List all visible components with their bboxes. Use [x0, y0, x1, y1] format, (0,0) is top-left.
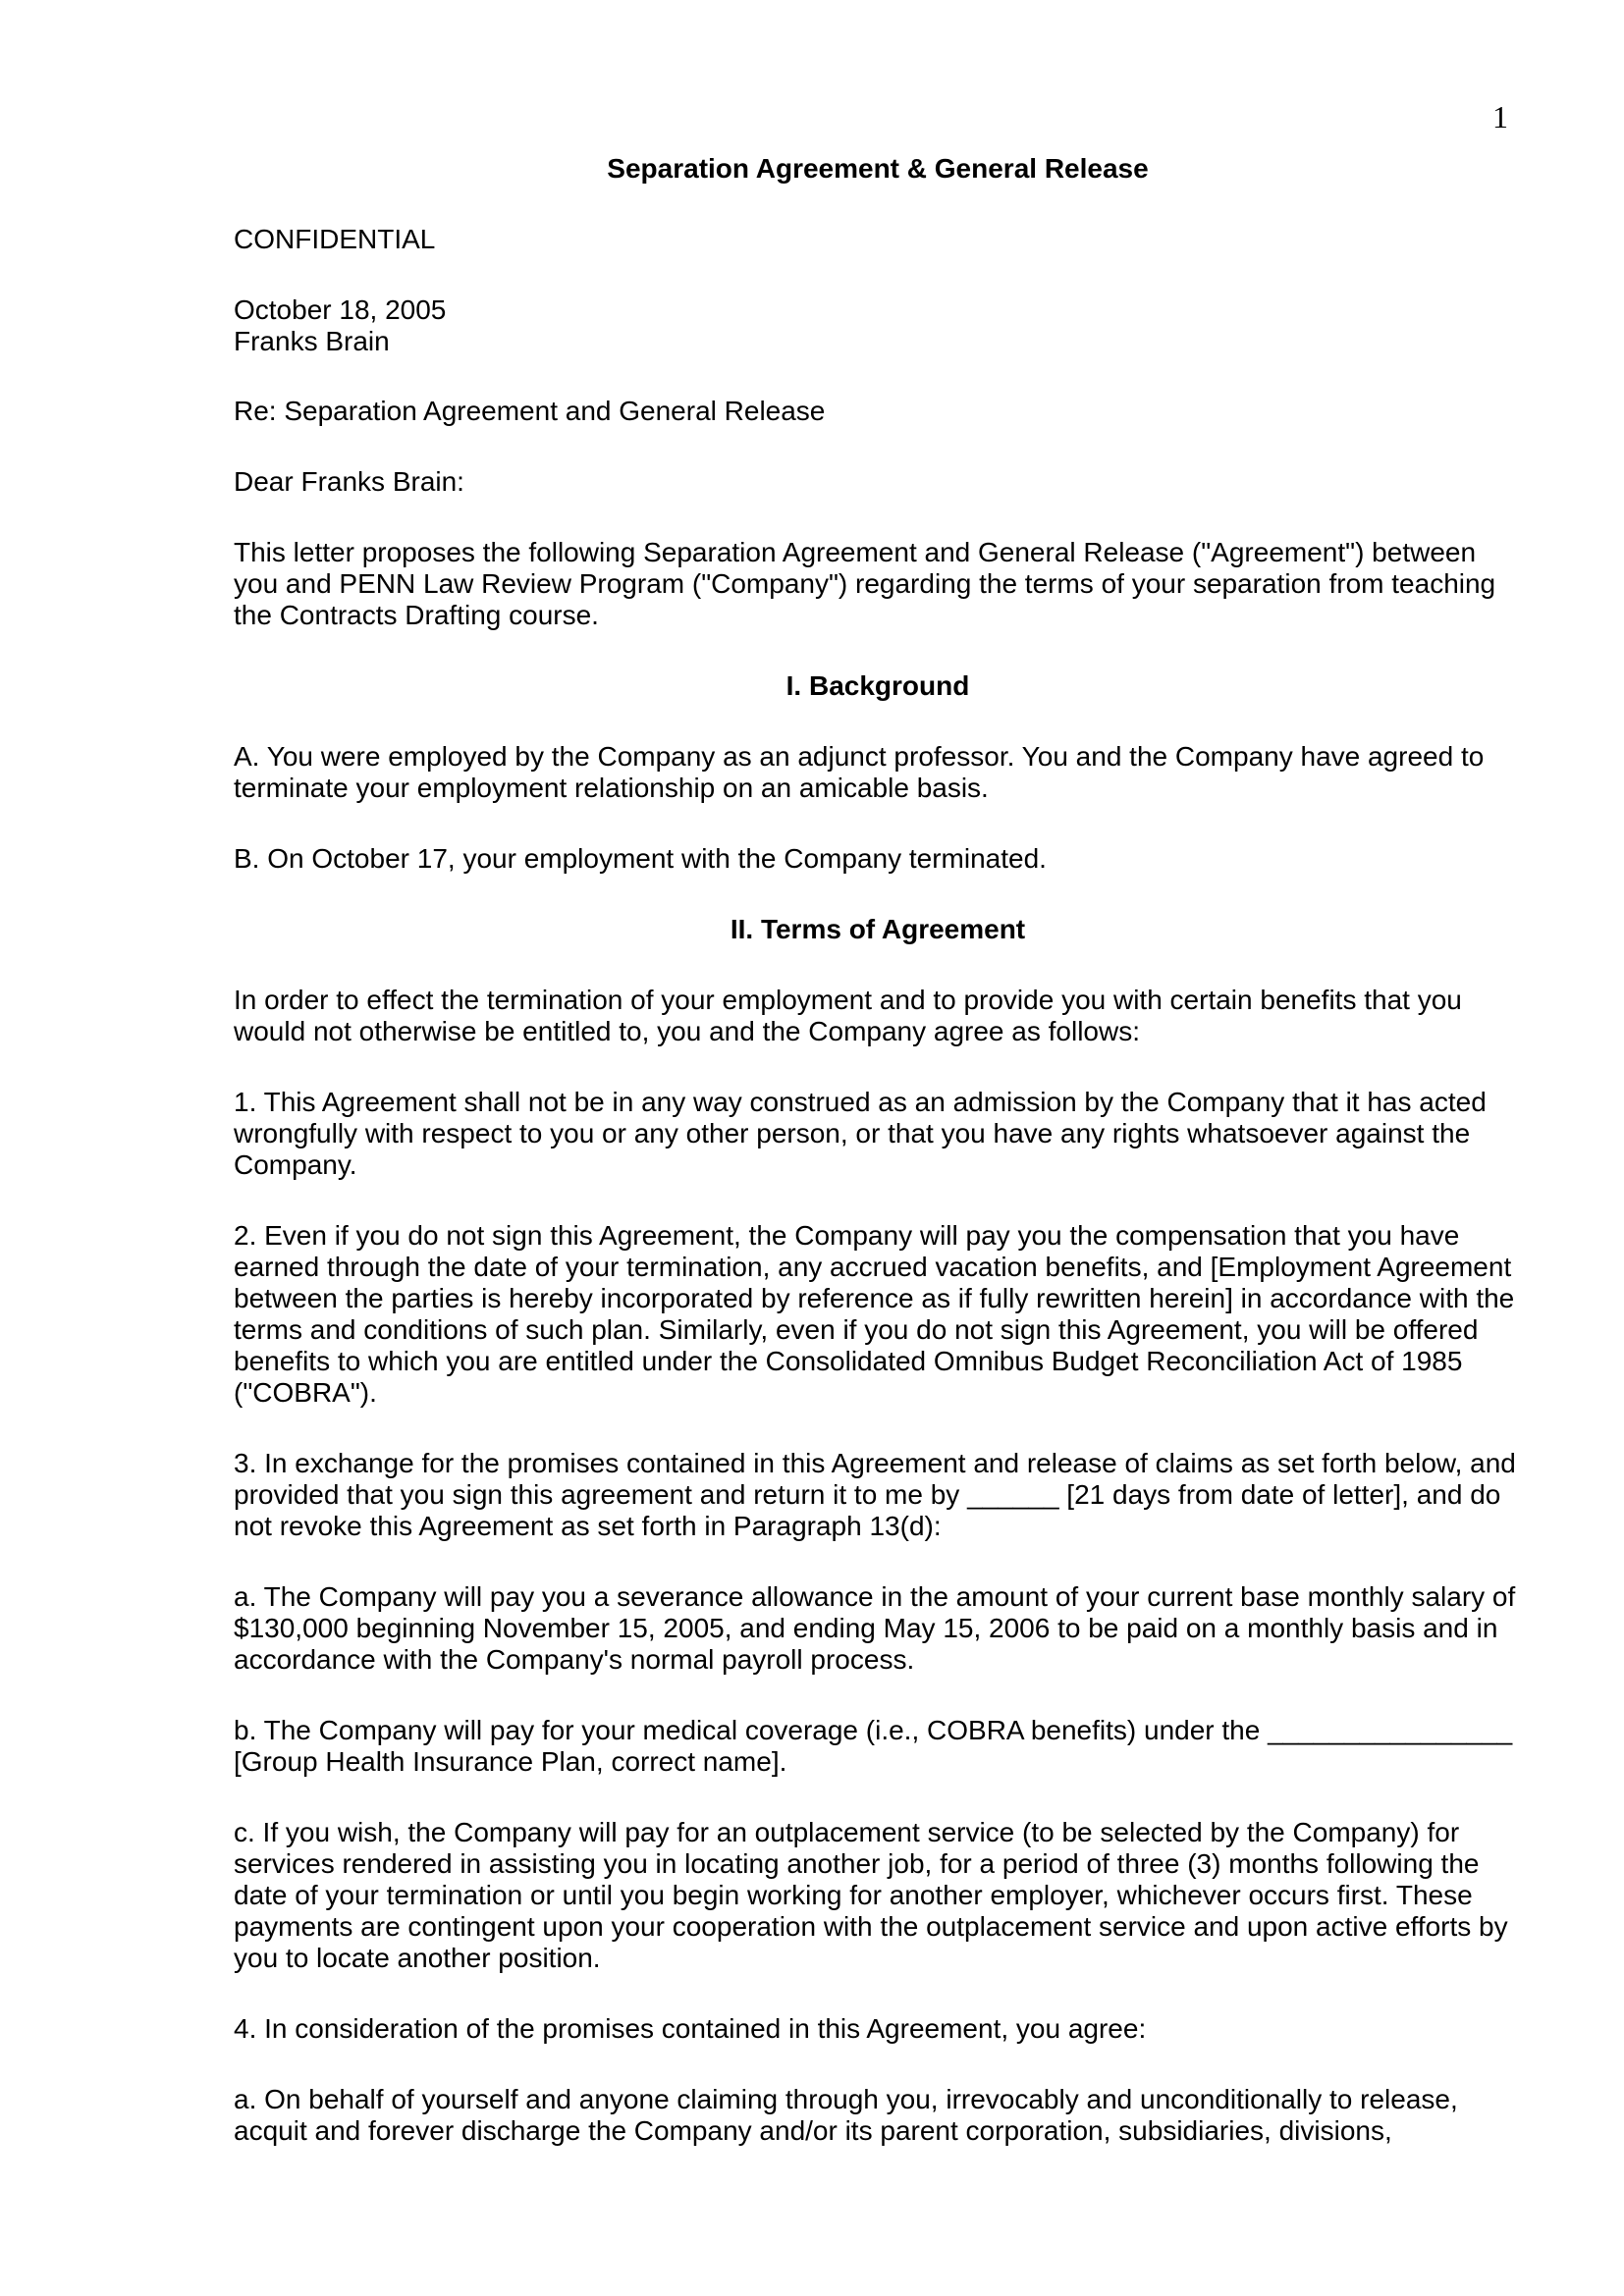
terms-intro-paragraph [234, 985, 1522, 1047]
text-line: you to locate another position. [234, 1943, 601, 1974]
text-line: 1. This Agreement shall not be in any way construed as an admission by the Company that it has acted [234, 1087, 1487, 1117]
text-line: 2. Even if you do not sign this Agreement, the Company will pay you the compensation that you have [234, 1220, 1460, 1251]
text-line: B. On October 17, your employment with the Company terminated. [234, 843, 1047, 874]
paragraph-4a [234, 2084, 1522, 2147]
text-line: terminate your employment relationship on an amicable basis. [234, 773, 989, 804]
text-line: earned through the date of your termination, any accrued vacation benefits, and [Employment Agreement [234, 1252, 1512, 1283]
confidential-label: CONFIDENTIAL [234, 224, 436, 254]
text-line: a. On behalf of yourself and anyone claiming through you, irrevocably and unconditionally to release, [234, 2084, 1458, 2114]
text-line: accordance with the Company's normal payroll process. [234, 1644, 915, 1676]
text-line: In order to effect the termination of your employment and to provide you with certain benefits that you [234, 985, 1462, 1015]
text-line: a. The Company will pay you a severance allowance in the amount of your current base monthly salary of [234, 1581, 1516, 1612]
text-line: ("COBRA"). [234, 1377, 377, 1409]
paragraph-4 [234, 2013, 1522, 2045]
text-line: the Contracts Drafting course. [234, 600, 599, 631]
text-line: acquit and forever discharge the Company and/or its parent corporation, subsidiaries, divisions, [234, 2115, 1392, 2147]
text-line: b. The Company will pay for your medical coverage (i.e., COBRA benefits) under the ________________ [234, 1715, 1513, 1745]
text-line: terms and conditions of such plan. Similarly, even if you do not sign this Agreement, you will be offered [234, 1314, 1479, 1346]
text-line: not revoke this Agreement as set forth in Paragraph 13(d): [234, 1511, 942, 1542]
text-line: wrongfully with respect to you or any other person, or that you have any rights whatsoever against the [234, 1118, 1471, 1149]
text-line: $130,000 beginning November 15, 2005, and ending May 15, 2006 to be paid on a monthly basis and in [234, 1613, 1498, 1644]
text-line: between the parties is hereby incorporated by reference as if fully rewritten herein] in accordance with the [234, 1283, 1515, 1314]
paragraph-3c [234, 1817, 1522, 1974]
text-line: A. You were employed by the Company as an adjunct professor. You and the Company have agreed to [234, 741, 1485, 772]
background-paragraph-a [234, 741, 1522, 804]
recipient-name: Franks Brain [234, 326, 390, 356]
text-line: 3. In exchange for the promises contained in this Agreement and release of claims as set forth below, and [234, 1448, 1516, 1478]
background-paragraph-b [234, 843, 1522, 875]
text-line: provided that you sign this agreement and return it to me by ______ [21 days from date of letter], and do [234, 1479, 1501, 1511]
text-line: This letter proposes the following Separation Agreement and General Release ("Agreement") between [234, 537, 1477, 567]
text-line: date of your termination or until you begin working for another employer, whichever occurs first. These [234, 1880, 1473, 1911]
text-line: benefits to which you are entitled under the Consolidated Omnibus Budget Reconciliation Act of 1985 [234, 1346, 1463, 1377]
text-line: c. If you wish, the Company will pay for an outplacement service (to be selected by the Company) for [234, 1817, 1460, 1847]
text-line: payments are contingent upon your cooperation with the outplacement service and upon active efforts by [234, 1911, 1508, 1943]
text-line: you and PENN Law Review Program ("Company") regarding the terms of your separation from teaching [234, 568, 1496, 600]
letter-date: October 18, 2005 [234, 294, 447, 325]
paragraph-2 [234, 1220, 1522, 1410]
intro-paragraph [234, 537, 1522, 631]
document-title: Separation Agreement & General Release [607, 153, 1149, 184]
paragraph-3a [234, 1581, 1522, 1676]
paragraph-3 [234, 1448, 1522, 1542]
re-line: Re: Separation Agreement and General Release [234, 396, 826, 426]
paragraph-3b [234, 1715, 1522, 1778]
section-heading-terms: II. Terms of Agreement [730, 914, 1026, 944]
text-line: Company. [234, 1149, 357, 1181]
page-number: 1 [1492, 99, 1508, 134]
text-line: services rendered in assisting you in locating another job, for a period of three (3) months following the [234, 1848, 1480, 1880]
text-line: [Group Health Insurance Plan, correct name]. [234, 1746, 787, 1778]
section-heading-background: I. Background [785, 670, 970, 701]
text-line: would not otherwise be entitled to, you and the Company agree as follows: [234, 1016, 1141, 1047]
paragraph-1 [234, 1087, 1522, 1181]
text-line: 4. In consideration of the promises contained in this Agreement, you agree: [234, 2013, 1147, 2044]
salutation: Dear Franks Brain: [234, 466, 464, 497]
